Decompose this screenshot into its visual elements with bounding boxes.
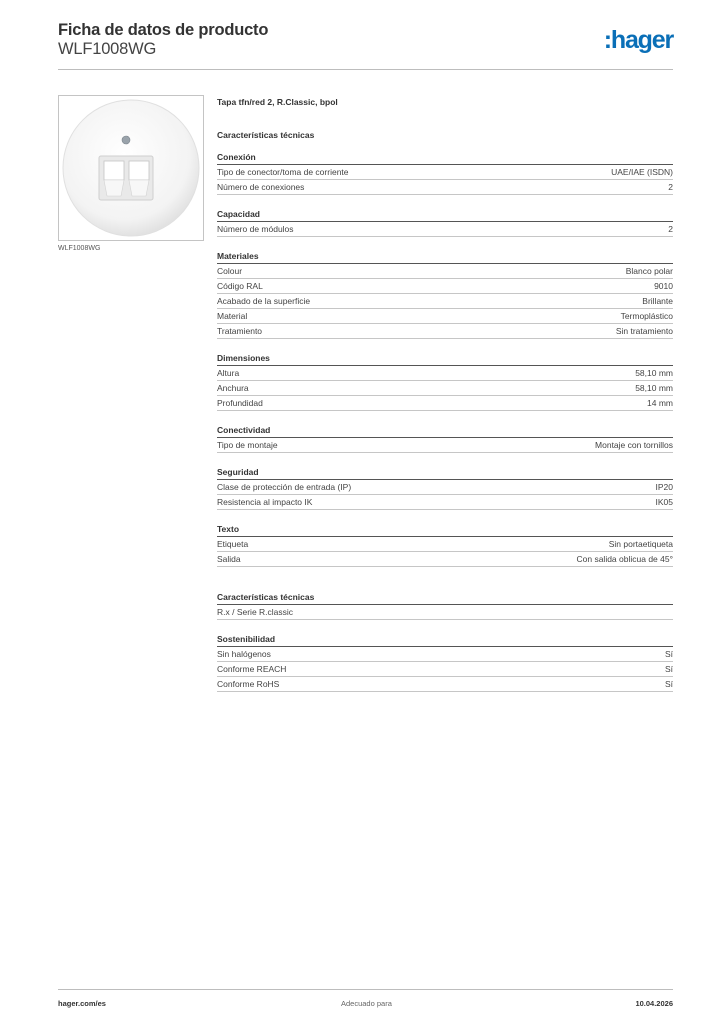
spec-value: Sí (664, 679, 673, 689)
spec-group-title: Conectividad (217, 424, 673, 438)
spec-label: R.x / Serie R.classic (217, 607, 294, 617)
spec-label: Código RAL (217, 281, 263, 291)
spec-value: 2 (668, 224, 673, 234)
spec-row (217, 480, 673, 495)
spec-label: Material (217, 311, 248, 321)
page-title: Ficha de datos de producto (58, 21, 269, 39)
spec-row (217, 279, 673, 294)
spec-row (217, 647, 673, 662)
spec-group (217, 208, 673, 237)
spec-label: Etiqueta (217, 539, 249, 549)
spec-row (217, 264, 673, 279)
spec-label: Tratamiento (217, 326, 263, 336)
spec-row (217, 222, 673, 237)
spec-group-title: Capacidad (217, 208, 673, 222)
footer-website: hager.com/es (58, 999, 106, 1008)
spec-group (217, 352, 673, 411)
spec-label: Número de módulos (217, 224, 294, 234)
spec-label: Altura (217, 368, 240, 378)
spec-group (217, 591, 673, 620)
spec-content (217, 96, 673, 705)
spec-group-title: Conexión (217, 151, 673, 165)
spec-row (217, 366, 673, 381)
spec-label: Salida (217, 554, 241, 564)
spec-group (217, 633, 673, 692)
spec-groups-secondary (217, 591, 673, 692)
product-image (58, 95, 204, 241)
spec-group-title: Materiales (217, 250, 673, 264)
spec-group-title: Seguridad (217, 466, 673, 480)
spec-value: Sí (664, 649, 673, 659)
spec-value: Blanco polar (625, 266, 673, 276)
product-description: Tapa tfn/red 2, R.Classic, bpol (217, 97, 338, 107)
spec-label: Anchura (217, 383, 249, 393)
page-header (58, 21, 673, 70)
spec-group-title: Texto (217, 523, 673, 537)
spec-label: Resistencia al impacto IK (217, 497, 313, 507)
spec-row (217, 537, 673, 552)
spec-value: UAE/IAE (ISDN) (611, 167, 673, 177)
footer-note: Adecuado para (341, 999, 392, 1008)
spec-value: IP20 (655, 482, 673, 492)
spec-label: Sin halógenos (217, 649, 271, 659)
spec-row (217, 495, 673, 510)
spec-row (217, 180, 673, 195)
spec-group (217, 424, 673, 453)
page-footer (58, 989, 673, 1014)
spec-group-title: Sostenibilidad (217, 633, 673, 647)
hager-logo: :hager (603, 26, 673, 54)
spec-row (217, 324, 673, 339)
spec-label: Profundidad (217, 398, 263, 408)
spec-group (217, 466, 673, 510)
image-caption: WLF1008WG (58, 245, 101, 252)
spec-value: Brillante (642, 296, 673, 306)
spec-value: Termoplástico (620, 311, 673, 321)
spec-row (217, 396, 673, 411)
spec-row (217, 309, 673, 324)
spec-row (217, 662, 673, 677)
spec-value: 2 (668, 182, 673, 192)
spec-group (217, 523, 673, 567)
spec-value: 58,10 mm (635, 383, 673, 393)
spec-group (217, 250, 673, 339)
spec-label: Acabado de la superficie (217, 296, 311, 306)
spec-row (217, 294, 673, 309)
spec-row (217, 552, 673, 567)
spec-label: Conforme REACH (217, 664, 287, 674)
spec-value: 9010 (654, 281, 673, 291)
spec-row (217, 165, 673, 180)
spec-label: Número de conexiones (217, 182, 305, 192)
spec-group (217, 151, 673, 195)
spec-group-title: Características técnicas (217, 591, 673, 605)
section-label: Características técnicas (217, 130, 315, 140)
socket-cover-illustration (59, 96, 203, 240)
spec-row (217, 677, 673, 692)
spec-row (217, 438, 673, 453)
spec-groups-primary (217, 151, 673, 567)
spec-value: Con salida oblicua de 45° (576, 554, 673, 564)
spec-label: Colour (217, 266, 243, 276)
spec-value: Sí (664, 664, 673, 674)
product-code: WLF1008WG (58, 40, 157, 58)
spec-value: IK05 (655, 497, 673, 507)
spec-row (217, 381, 673, 396)
spec-label: Tipo de montaje (217, 440, 278, 450)
spec-group-title: Dimensiones (217, 352, 673, 366)
spec-label: Clase de protección de entrada (IP) (217, 482, 352, 492)
spec-label: Conforme RoHS (217, 679, 280, 689)
footer-date: 10.04.2026 (635, 999, 673, 1008)
spec-value: Montaje con tornillos (595, 440, 673, 450)
spec-value: Sin portaetiqueta (608, 539, 673, 549)
spec-value: Sin tratamiento (615, 326, 673, 336)
spec-row (217, 605, 673, 620)
spec-value: 14 mm (647, 398, 673, 408)
spec-value: 58,10 mm (635, 368, 673, 378)
spec-label: Tipo de conector/toma de corriente (217, 167, 349, 177)
